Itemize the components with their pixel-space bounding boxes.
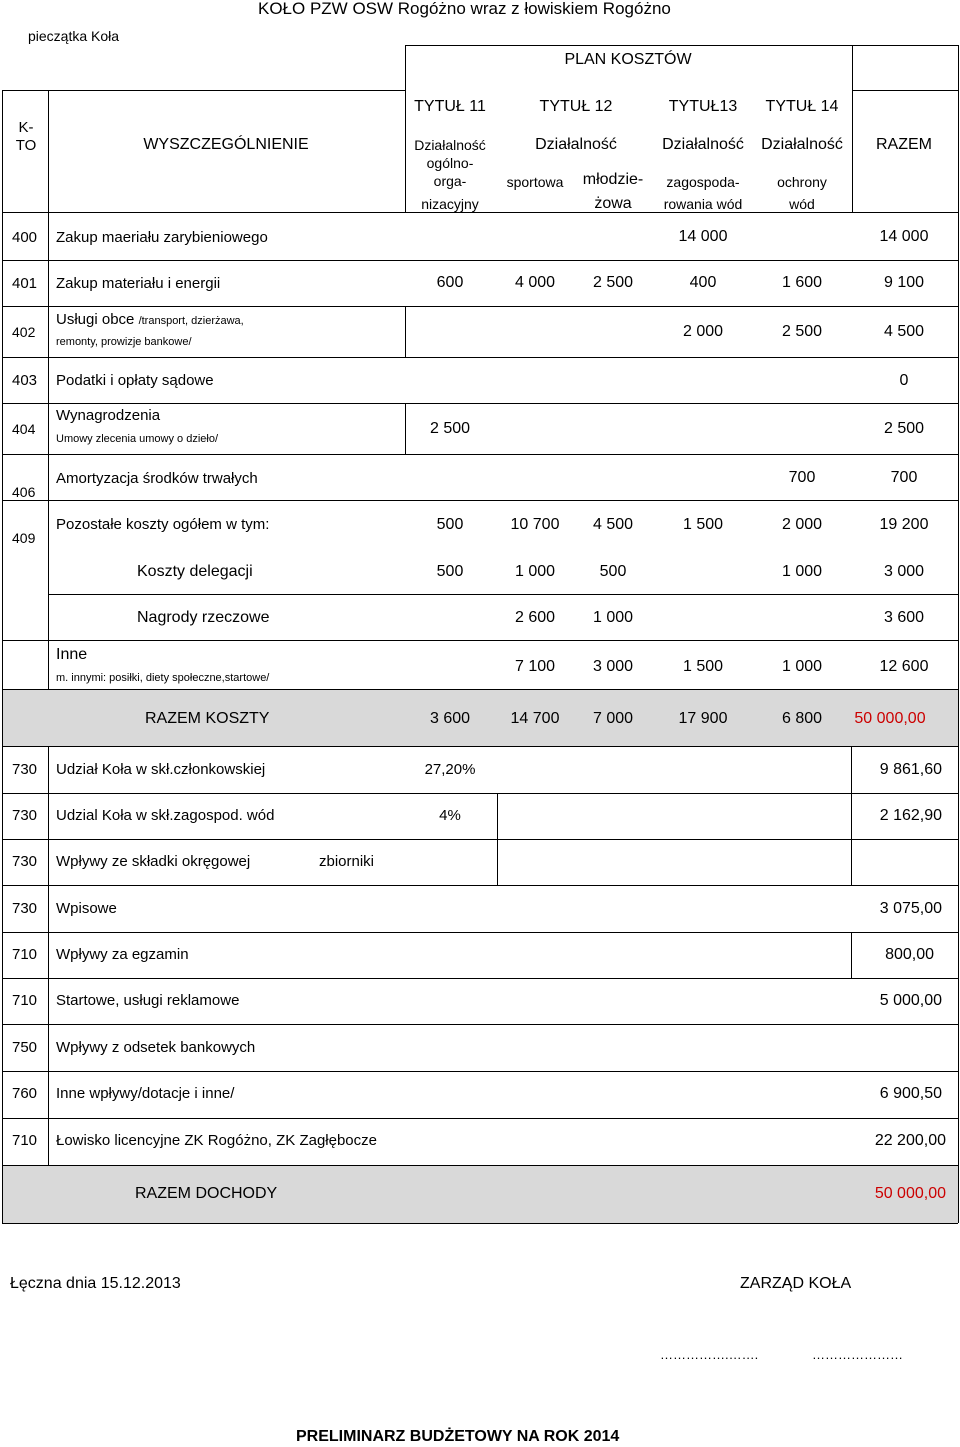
income-row-3-label: Wpływy ze składki okręgowej xyxy=(56,853,251,870)
row-403-code: 403 xyxy=(12,372,38,389)
t14-sub-1: ochrony xyxy=(777,174,827,190)
row-406-t14: 700 xyxy=(788,469,816,486)
row-409-label: Pozostałe koszty ogółem w tym: xyxy=(56,516,270,533)
razem-koszty-label: RAZEM KOSZTY xyxy=(145,710,270,727)
row-409-t11: 500 xyxy=(436,516,464,533)
row-406-code: 406 xyxy=(12,484,36,500)
row-406-label: Amortyzacja środków trwałych xyxy=(56,470,258,487)
income-row-9-amount: 22 200,00 xyxy=(874,1132,946,1149)
income-row-3-extra: zbiorniki xyxy=(319,853,375,870)
deleg-t11: 500 xyxy=(436,563,464,580)
nagrody-total: 3 600 xyxy=(883,609,925,626)
inne-total: 12 600 xyxy=(879,658,929,675)
income-row-2-label: Udzial Koła w skł.zagospod. wód xyxy=(56,807,275,824)
inne-t14: 1 000 xyxy=(781,658,823,675)
row-404-label: Wynagrodzenia xyxy=(56,407,161,424)
row-401-t13: 400 xyxy=(689,274,717,291)
income-row-4-label: Wpisowe xyxy=(56,900,117,917)
income-row-1-code: 730 xyxy=(12,761,38,778)
row-409-t12s: 10 700 xyxy=(510,516,560,533)
inne-t12m: 3 000 xyxy=(592,658,634,675)
razem-koszty-t12s: 14 700 xyxy=(510,710,560,727)
row-402-code: 402 xyxy=(12,324,36,340)
income-row-5-code: 710 xyxy=(12,946,38,963)
razem-dochody-amount: 50 000,00 xyxy=(874,1185,946,1202)
tytul-12: TYTUŁ 12 xyxy=(539,98,613,115)
t11-sub-2: orga- xyxy=(433,173,467,189)
t13-dzialalnosc: Działalność xyxy=(662,136,744,153)
income-row-8-amount: 6 900,50 xyxy=(879,1085,942,1102)
t13-sub-2: rowania wód xyxy=(663,196,743,212)
nagrody-label: Nagrody rzeczowe xyxy=(137,609,270,626)
income-row-5-label: Wpływy za egzamin xyxy=(56,946,189,963)
board-label: ZARZĄD KOŁA xyxy=(740,1275,852,1292)
row-403-total: 0 xyxy=(899,372,909,389)
income-row-8-label: Inne wpływy/dotacje i inne/ xyxy=(56,1085,235,1102)
col-kto-2: TO xyxy=(15,137,37,154)
inne-label: Inne xyxy=(56,646,88,663)
razem-dochody-label: RAZEM DOCHODY xyxy=(135,1185,278,1202)
row-401-code: 401 xyxy=(12,275,38,292)
income-row-6-amount: 5 000,00 xyxy=(879,992,942,1009)
income-row-3-code: 730 xyxy=(12,853,38,870)
row-402-t14: 2 500 xyxy=(781,323,823,340)
row-402-label-line2: remonty, prowizje bankowe/ xyxy=(56,336,192,348)
income-row-5-amount: 800,00 xyxy=(885,946,934,963)
deleg-t12m: 500 xyxy=(599,563,627,580)
header-title: KOŁO PZW OSW Rogóżno wraz z łowiskiem Rogóżno xyxy=(258,0,671,18)
row-402-t13: 2 000 xyxy=(682,323,724,340)
deleg-t14: 1 000 xyxy=(781,563,823,580)
place-date: Łęczna dnia 15.12.2013 xyxy=(10,1275,181,1292)
col-wyszczegolnienie: WYSZCZEGÓLNIENIE xyxy=(143,136,309,153)
row-401-t12m: 2 500 xyxy=(592,274,634,291)
row-409-t13: 1 500 xyxy=(682,516,724,533)
stamp-label: pieczątka Koła xyxy=(28,28,120,44)
razem-koszty-t14: 6 800 xyxy=(781,710,823,727)
inne-t13: 1 500 xyxy=(682,658,724,675)
tytul-11: TYTUŁ 11 xyxy=(414,98,486,115)
row-400-t13: 14 000 xyxy=(678,228,728,245)
income-row-6-code: 710 xyxy=(12,992,38,1009)
income-row-8-code: 760 xyxy=(12,1085,38,1102)
income-row-1-label: Udział Koła w skł.członkowskiej xyxy=(56,761,266,778)
row-404-t11: 2 500 xyxy=(429,420,471,437)
row-404-label-line2: Umowy zlecenia umowy o dzieło/ xyxy=(56,433,219,445)
t12-dzialalnosc: Działalność xyxy=(535,136,617,153)
row-409-total: 19 200 xyxy=(879,516,929,533)
row-406-total: 700 xyxy=(890,469,918,486)
t14-sub-2: wód xyxy=(789,196,815,212)
col-kto-1: K- xyxy=(18,119,34,136)
deleg-total: 3 000 xyxy=(883,563,925,580)
razem-koszty-t12m: 7 000 xyxy=(592,710,634,727)
income-row-2-extra: 4% xyxy=(439,807,461,824)
income-row-9-label: Łowisko licencyjne ZK Rogóżno, ZK Zagłębocze xyxy=(56,1132,377,1149)
income-row-2-code: 730 xyxy=(12,807,38,824)
t11-sub-1: ogólno- xyxy=(426,155,474,171)
col-razem: RAZEM xyxy=(876,136,932,153)
razem-koszty-total: 50 000,00 xyxy=(854,710,926,727)
row-404-total: 2 500 xyxy=(883,420,925,437)
row-401-t12s: 4 000 xyxy=(514,274,556,291)
row-400-label: Zakup maeriału zarybieniowego xyxy=(56,229,268,246)
row-403-label: Podatki i opłaty sądowe xyxy=(56,372,214,389)
deleg-label: Koszty delegacji xyxy=(137,563,253,580)
income-row-4-amount: 3 075,00 xyxy=(879,900,942,917)
tytul-14: TYTUŁ 14 xyxy=(765,98,839,115)
nagrody-t12m: 1 000 xyxy=(592,609,634,626)
row-402-total: 4 500 xyxy=(883,323,925,340)
signature-line-2: ………………… xyxy=(812,1347,903,1362)
income-row-7-code: 750 xyxy=(12,1039,38,1056)
row-402-label: Usługi obce /transport, dzierżawa, xyxy=(56,311,244,328)
row-409-t12m: 4 500 xyxy=(592,516,634,533)
income-row-6-label: Startowe, usługi reklamowe xyxy=(56,992,240,1009)
income-row-7-label: Wpływy z odsetek bankowych xyxy=(56,1039,256,1056)
signature-line-1: …………….……. xyxy=(660,1347,759,1362)
razem-koszty-t13: 17 900 xyxy=(678,710,728,727)
row-401-t11: 600 xyxy=(436,274,464,291)
row-401-t14: 1 600 xyxy=(781,274,823,291)
income-row-9-code: 710 xyxy=(12,1132,38,1149)
t12-mlodziezowa-2: żowa xyxy=(594,195,632,212)
deleg-t12s: 1 000 xyxy=(514,563,556,580)
inne-label-line2: m. innymi: posiłki, diety społeczne,startowe/ xyxy=(56,672,270,684)
plan-title: PLAN KOSZTÓW xyxy=(564,51,692,68)
row-409-code: 409 xyxy=(12,530,36,546)
razem-koszty-t11: 3 600 xyxy=(429,710,471,727)
tytul-13: TYTUŁ13 xyxy=(668,98,738,115)
document-title: PRELIMINARZ BUDŻETOWY NA ROK 2014 xyxy=(296,1428,620,1445)
t11-sub-3: nizacyjny xyxy=(421,196,479,212)
t12-mlodziezowa-1: młodzie- xyxy=(582,171,644,188)
t13-sub-1: zagospoda- xyxy=(666,174,740,190)
row-400-code: 400 xyxy=(12,229,38,246)
row-401-label: Zakup materiału i energii xyxy=(56,275,221,292)
row-409-t14: 2 000 xyxy=(781,516,823,533)
row-400-total: 14 000 xyxy=(879,228,929,245)
t11-dzialalnosc: Działalność xyxy=(414,137,486,153)
t12-sportowa: sportowa xyxy=(506,174,564,190)
income-row-4-code: 730 xyxy=(12,900,38,917)
nagrody-t12s: 2 600 xyxy=(514,609,556,626)
income-row-1-extra: 27,20% xyxy=(424,761,476,778)
t14-dzialalnosc: Działalność xyxy=(761,136,843,153)
row-401-total: 9 100 xyxy=(883,274,925,291)
inne-t12s: 7 100 xyxy=(514,658,556,675)
income-row-1-amount: 9 861,60 xyxy=(879,761,942,778)
row-404-code: 404 xyxy=(12,421,36,437)
income-row-2-amount: 2 162,90 xyxy=(879,807,942,824)
